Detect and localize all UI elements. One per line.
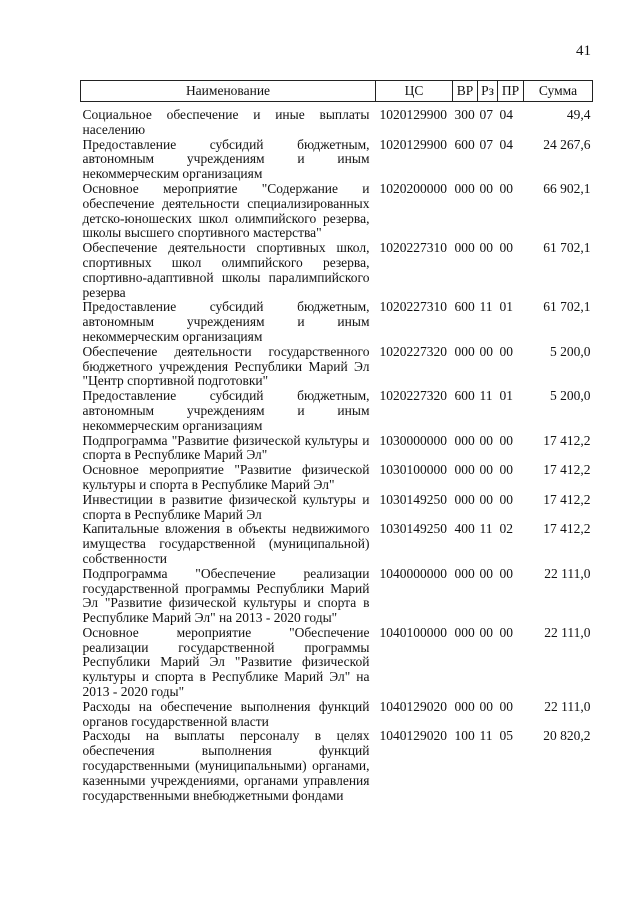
header-sum: Сумма <box>524 81 593 102</box>
row-vr: 600 <box>454 388 475 404</box>
row-vr: 000 <box>454 180 475 196</box>
row-name: Подпрограмма "Развитие физической культуры и спорта в Республике Марий Эл" <box>82 432 370 463</box>
table-row <box>81 182 593 241</box>
row-pr: 00 <box>499 180 513 196</box>
row-vr: 000 <box>454 432 475 448</box>
row-cs: 1020129900 <box>379 107 447 122</box>
table-row <box>81 345 593 389</box>
row-rz: 11 <box>479 388 493 404</box>
row-sum: 20 820,2 <box>543 728 591 744</box>
row-pr: 00 <box>499 624 513 640</box>
row-cs: 1040000000 <box>379 565 447 581</box>
row-pr: 00 <box>499 343 513 359</box>
table-row <box>81 138 593 182</box>
row-cs: 1040129020 <box>379 728 447 744</box>
table-header-row <box>81 81 593 102</box>
row-rz: 00 <box>479 491 493 507</box>
row-cs: 1030149250 <box>379 491 447 507</box>
row-name: Обеспечение деятельности спортивных школ, спортивных школ олимпийского резерва, спортивно-адаптивной школы паралимпийского резерва <box>82 240 370 300</box>
row-sum: 49,4 <box>566 107 591 122</box>
row-vr: 300 <box>454 107 475 122</box>
table-row <box>81 567 593 626</box>
row-name: Инвестиции в развитие физической культуры и спорта в Республике Марий Эл <box>82 491 370 522</box>
row-vr: 400 <box>454 521 475 537</box>
row-cs: 1020227310 <box>379 299 447 315</box>
row-pr: 01 <box>499 299 513 315</box>
row-sum: 5 200,0 <box>550 388 591 404</box>
row-vr: 600 <box>454 136 475 152</box>
row-rz: 07 <box>479 107 493 122</box>
row-rz: 00 <box>479 240 493 256</box>
row-name: Обеспечение деятельности государственного бюджетного учреждения Республики Марий Эл "Центр спортивной подготовки" <box>82 343 370 389</box>
row-pr: 00 <box>499 240 513 256</box>
table-row <box>81 522 593 566</box>
row-sum: 22 111,0 <box>544 565 591 581</box>
header-vr: ВР <box>453 81 478 102</box>
row-sum: 24 267,6 <box>543 136 591 152</box>
header-cs: ЦС <box>376 81 453 102</box>
row-sum: 22 111,0 <box>544 698 591 714</box>
table-row <box>81 300 593 344</box>
table-row <box>81 463 593 493</box>
row-cs: 1040129020 <box>379 698 447 714</box>
row-rz: 11 <box>479 299 493 315</box>
row-name: Основное мероприятие "Обеспечение реализации государственной программы Республики Марий Эл "Развитие физической культуры и спорта в Республике Марий Эл" на 2013 - 2020 годы" <box>82 624 370 700</box>
row-sum: 17 412,2 <box>543 521 591 537</box>
row-name: Подпрограмма "Обеспечение реализации государственной программы Республики Марий Эл "Развитие физической культуры и спорта в Республике Марий Эл" на 2013 - 2020 годы" <box>82 565 370 626</box>
row-name: Основное мероприятие "Содержание и обеспечение деятельности специализированных детско-юношеских школ олимпийского резерва, школы высшего спортивного мастерства" <box>82 180 370 241</box>
table-row <box>81 729 593 803</box>
row-name: Расходы на обеспечение выполнения функций органов государственной власти <box>82 698 370 729</box>
row-pr: 02 <box>499 521 513 537</box>
row-pr: 04 <box>499 107 513 122</box>
row-cs: 1020200000 <box>379 180 447 196</box>
table-row <box>81 626 593 700</box>
row-rz: 07 <box>479 136 493 152</box>
row-pr: 00 <box>499 491 513 507</box>
row-rz: 11 <box>479 728 493 744</box>
table-row <box>81 493 593 523</box>
row-pr: 05 <box>499 728 513 744</box>
row-pr: 04 <box>499 136 513 152</box>
row-sum: 61 702,1 <box>543 299 591 315</box>
row-sum: 22 111,0 <box>544 624 591 640</box>
row-name: Предоставление субсидий бюджетным, автономным учреждениям и иным некоммерческим организациям <box>82 299 370 344</box>
row-cs: 1020227310 <box>379 240 447 256</box>
table-row <box>81 434 593 464</box>
row-rz: 00 <box>479 565 493 581</box>
row-name: Социальное обеспечение и иные выплаты населению <box>82 107 370 137</box>
row-sum: 5 200,0 <box>550 343 591 359</box>
header-pr: ПР <box>498 81 524 102</box>
row-name: Расходы на выплаты персоналу в целях обеспечения выполнения функций государственными (муниципальными) органами, казенными учреждениями, органами управления государственными внебюджетными фондами <box>82 728 370 803</box>
budget-table <box>80 80 593 803</box>
row-rz: 00 <box>479 624 493 640</box>
row-sum: 66 902,1 <box>543 180 591 196</box>
row-cs: 1030100000 <box>379 462 447 478</box>
row-rz: 00 <box>479 698 493 714</box>
page-number: 41 <box>576 43 591 59</box>
row-cs: 1020227320 <box>379 343 447 359</box>
header-rz: Рз <box>478 81 498 102</box>
row-sum: 61 702,1 <box>543 240 591 256</box>
row-rz: 00 <box>479 343 493 359</box>
row-rz: 00 <box>479 432 493 448</box>
row-vr: 000 <box>454 565 475 581</box>
row-sum: 17 412,2 <box>543 432 591 448</box>
row-name: Капитальные вложения в объекты недвижимого имущества государственной (муниципальной) собственности <box>82 521 370 566</box>
row-vr: 000 <box>454 491 475 507</box>
row-cs: 1030000000 <box>379 432 447 448</box>
row-rz: 11 <box>479 521 493 537</box>
row-name: Основное мероприятие "Развитие физической культуры и спорта в Республике Марий Эл" <box>82 462 370 492</box>
row-vr: 000 <box>454 698 475 714</box>
table-body <box>81 102 593 804</box>
row-pr: 00 <box>499 432 513 448</box>
row-name: Предоставление субсидий бюджетным, автономным учреждениям и иным некоммерческим организациям <box>82 136 370 182</box>
row-rz: 00 <box>479 180 493 196</box>
row-name: Предоставление субсидий бюджетным, автономным учреждениям и иным некоммерческим организациям <box>82 388 370 433</box>
table-row <box>81 102 593 138</box>
header-name: Наименование <box>81 81 376 102</box>
row-cs: 1030149250 <box>379 521 447 537</box>
row-vr: 000 <box>454 462 475 478</box>
table-row <box>81 241 593 300</box>
row-vr: 000 <box>454 624 475 640</box>
row-pr: 01 <box>499 388 513 404</box>
row-sum: 17 412,2 <box>543 491 591 507</box>
row-cs: 1020227320 <box>379 388 447 404</box>
row-vr: 000 <box>454 343 475 359</box>
row-vr: 100 <box>454 728 475 744</box>
row-pr: 00 <box>499 462 513 478</box>
table-row <box>81 389 593 433</box>
row-pr: 00 <box>499 565 513 581</box>
row-vr: 000 <box>454 240 475 256</box>
row-cs: 1040100000 <box>379 624 447 640</box>
row-vr: 600 <box>454 299 475 315</box>
table-row <box>81 700 593 730</box>
row-cs: 1020129900 <box>379 136 447 152</box>
row-rz: 00 <box>479 462 493 478</box>
row-pr: 00 <box>499 698 513 714</box>
row-sum: 17 412,2 <box>543 462 591 478</box>
